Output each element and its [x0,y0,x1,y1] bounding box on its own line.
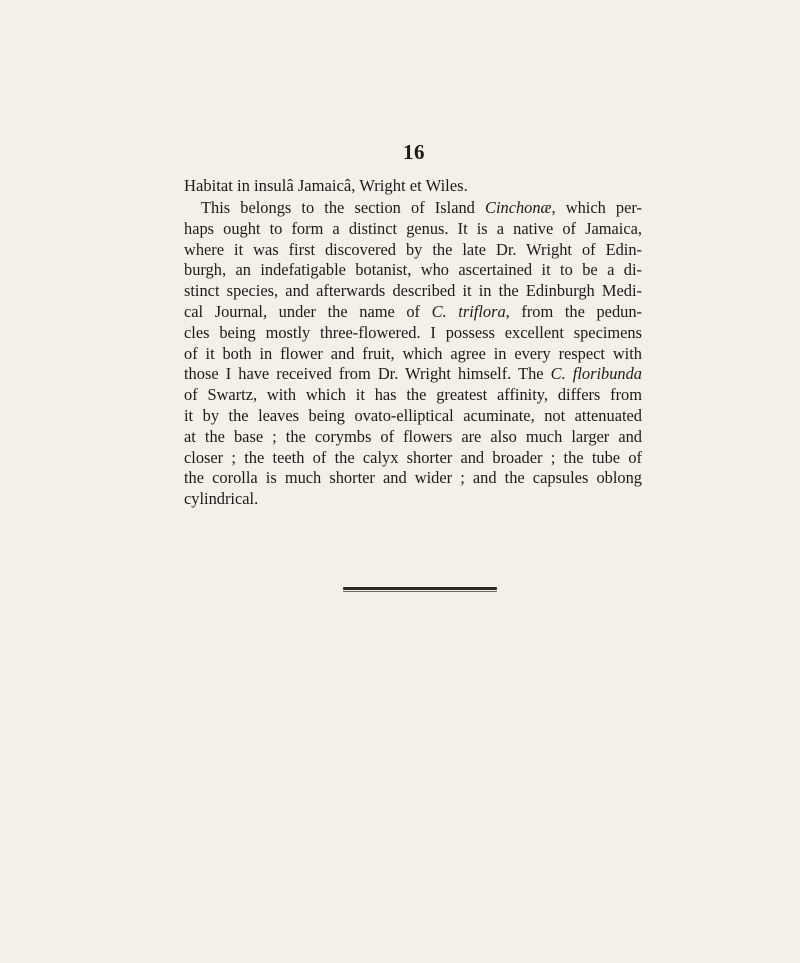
page-number: 16 [403,140,425,164]
text-line [184,427,642,448]
text-segment: , from the pedun- [505,301,642,321]
text-segment: those I have received from Dr. Wright himself. The [184,364,551,384]
text-segment: of it both in flower and fruit, which agree in every respect with [184,343,642,363]
italic-taxon-name: C. triflora [431,301,506,321]
section-divider-rule [343,587,497,590]
text-line [184,468,642,489]
text-segment: at the base ; the corymbs of flowers are also much larger and [184,426,642,446]
text-line [184,364,642,385]
text-segment: it by the leaves being ovato-elliptical acuminate, not attenuated [184,405,642,425]
habitat-line: Habitat in insulâ Jamaicâ, Wright et Wiles. [184,176,468,195]
text-segment: of Swartz, with which it has the greatest affinity, differs from [184,385,642,405]
text-segment: closer ; the teeth of the calyx shorter and broader ; the tube of [184,447,642,467]
text-line [184,489,642,510]
text-line [184,448,642,469]
text-line [184,198,642,219]
text-segment: cal Journal, under the name of [184,301,432,321]
text-line [184,240,642,261]
text-segment: haps ought to form a distinct genus. It is a native of Jamaica, [184,218,642,238]
text-line [184,281,642,302]
italic-taxon-name: C. floribunda [550,364,642,384]
text-line [184,260,642,281]
text-segment: This belongs to the section of Island [201,198,486,217]
text-segment: cles being mostly three-flowered. I possess excellent specimens [184,322,642,342]
text-segment: , which per- [551,198,642,217]
text-segment: cylindrical. [184,489,259,509]
text-line [184,344,642,365]
text-line [184,323,642,344]
text-segment: the corolla is much shorter and wider ; and the capsules oblong [184,468,642,488]
text-segment: where it was first discovered by the late Dr. Wright of Edin- [184,239,642,259]
text-segment: stinct species, and afterwards described it in the Edinburgh Medi- [184,281,642,301]
italic-taxon-name: Cinchonæ [485,198,552,217]
text-segment: burgh, an indefatigable botanist, who ascertained it to be a di- [184,260,642,280]
text-line [184,385,642,406]
description-paragraph [184,198,642,510]
text-line [184,219,642,240]
text-line [184,406,642,427]
text-line [184,302,642,323]
